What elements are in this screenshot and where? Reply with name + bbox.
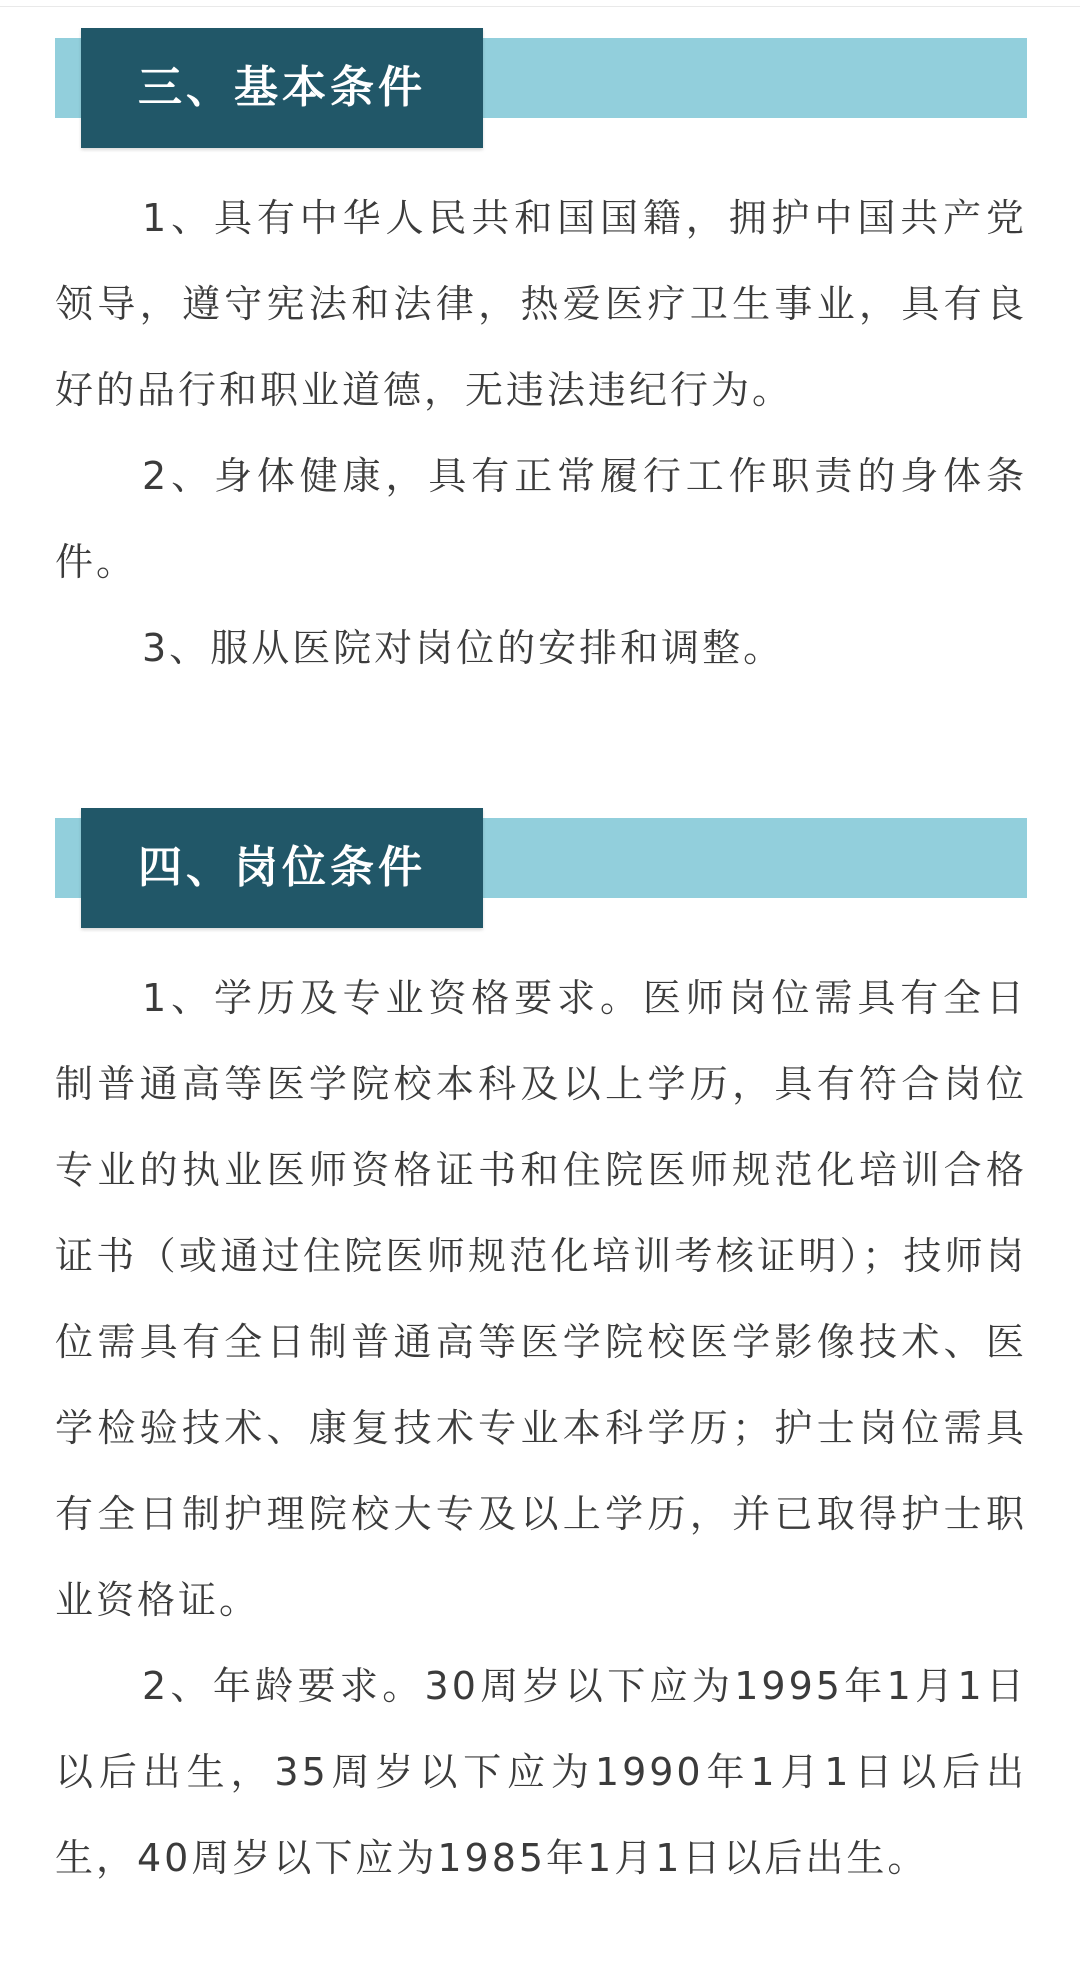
paragraph: 1、具有中华人民共和国国籍，拥护中国共产党领导，遵守宪法和法律，热爱医疗卫生事业，具有良好的品行和职业道德，无违法违纪行为。 [55,196,1027,412]
paragraph: 2、年龄要求。30周岁以下应为1995年1月1日以后出生，35周岁以下应为1990年1月1日以后出生，40周岁以下应为1985年1月1日以后出生。 [55,1664,1027,1880]
section-header-basic-conditions [55,28,1027,150]
paragraph: 2、身体健康，具有正常履行工作职责的身体条件。 [55,454,1027,584]
top-divider [0,6,1080,7]
section-body-position-conditions [55,955,1027,1901]
section-header-position-conditions [55,808,1027,930]
section-body-basic-conditions [55,175,1027,691]
section-title: 三、基本条件 [81,28,483,148]
section-title: 四、岗位条件 [81,808,483,928]
paragraph: 1、学历及专业资格要求。医师岗位需具有全日制普通高等医学院校本科及以上学历，具有符合岗位专业的执业医师资格证书和住院医师规范化培训合格证书（或通过住院医师规范化培训考核证明）；技师岗位需具有全日制普通高等医学院校医学影像技术、医学检验技术、康复技术专业本科学历；护士岗位需具有全日制护理院校大专及以上学历，并已取得护士职业资格证。 [55,976,1027,1622]
paragraph: 3、服从医院对岗位的安排和调整。 [142,626,785,670]
